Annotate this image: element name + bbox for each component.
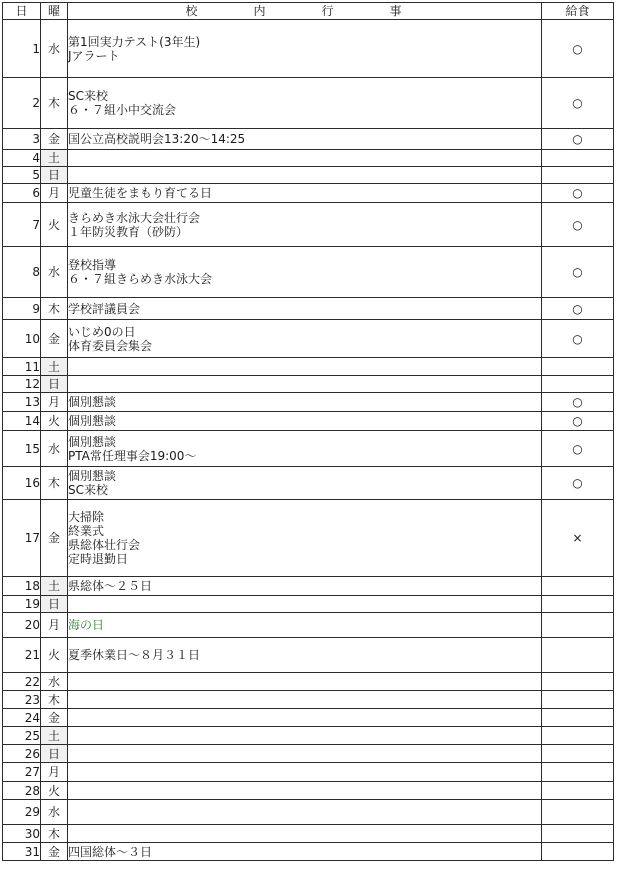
table-row	[3, 247, 614, 298]
weekday-cell: 日	[41, 167, 68, 184]
day-cell: 8	[3, 247, 41, 298]
table-row	[3, 613, 614, 638]
events-cell: 四国総体～３日	[68, 843, 542, 861]
header-events-label: 校 内 行 事	[185, 4, 424, 18]
events-cell: 個別懇談 SC来校	[68, 467, 542, 500]
events-cell: 個別懇談	[68, 412, 542, 431]
table-row	[3, 500, 614, 577]
day-cell: 19	[3, 596, 41, 613]
day-cell: 9	[3, 298, 41, 320]
table-row	[3, 782, 614, 800]
events-cell: 県総体～２５日	[68, 577, 542, 596]
header-lunch: 給食	[542, 3, 614, 20]
lunch-cell: ○	[542, 467, 614, 500]
events-cell	[68, 691, 542, 709]
table-row	[3, 412, 614, 431]
lunch-cell	[542, 577, 614, 596]
weekday-cell: 金	[41, 500, 68, 577]
weekday-cell: 金	[41, 709, 68, 727]
day-cell: 18	[3, 577, 41, 596]
weekday-cell: 火	[41, 638, 68, 673]
day-cell: 24	[3, 709, 41, 727]
table-row	[3, 709, 614, 727]
lunch-cell	[542, 638, 614, 673]
table-row	[3, 150, 614, 167]
table-row	[3, 763, 614, 782]
events-cell	[68, 727, 542, 745]
table-row	[3, 167, 614, 184]
weekday-cell: 日	[41, 745, 68, 763]
lunch-cell	[542, 727, 614, 745]
weekday-cell: 木	[41, 691, 68, 709]
lunch-cell: ○	[542, 203, 614, 247]
table-row	[3, 596, 614, 613]
table-row	[3, 376, 614, 393]
day-cell: 3	[3, 129, 41, 150]
lunch-cell	[542, 843, 614, 861]
weekday-cell: 木	[41, 298, 68, 320]
weekday-cell: 月	[41, 763, 68, 782]
day-cell: 2	[3, 78, 41, 129]
school-events-table	[2, 2, 614, 861]
lunch-cell	[542, 150, 614, 167]
events-cell: 個別懇談	[68, 393, 542, 412]
header-row	[3, 3, 614, 20]
table-row	[3, 320, 614, 358]
day-cell: 31	[3, 843, 41, 861]
table-row	[3, 20, 614, 78]
events-cell: いじめ0の日 体育委員会集会	[68, 320, 542, 358]
day-cell: 4	[3, 150, 41, 167]
header-weekday: 曜	[41, 3, 68, 20]
day-cell: 20	[3, 613, 41, 638]
table-row	[3, 577, 614, 596]
lunch-cell	[542, 673, 614, 691]
weekday-cell: 月	[41, 393, 68, 412]
events-cell: 個別懇談 PTA常任理事会19:00～	[68, 431, 542, 467]
table-row	[3, 467, 614, 500]
lunch-cell	[542, 691, 614, 709]
weekday-cell: 土	[41, 150, 68, 167]
day-cell: 10	[3, 320, 41, 358]
table-row	[3, 298, 614, 320]
events-cell	[68, 376, 542, 393]
events-cell: 夏季休業日～８月３１日	[68, 638, 542, 673]
day-cell: 1	[3, 20, 41, 78]
weekday-cell: 水	[41, 673, 68, 691]
lunch-cell: ○	[542, 412, 614, 431]
table-row	[3, 691, 614, 709]
weekday-cell: 土	[41, 577, 68, 596]
lunch-cell: ○	[542, 320, 614, 358]
lunch-cell	[542, 596, 614, 613]
day-cell: 22	[3, 673, 41, 691]
table-row	[3, 727, 614, 745]
lunch-cell: ×	[542, 500, 614, 577]
header-events	[68, 3, 542, 20]
day-cell: 16	[3, 467, 41, 500]
day-cell: 14	[3, 412, 41, 431]
events-cell	[68, 167, 542, 184]
table-row	[3, 78, 614, 129]
weekday-cell: 火	[41, 782, 68, 800]
weekday-cell: 金	[41, 320, 68, 358]
lunch-cell	[542, 376, 614, 393]
lunch-cell: ○	[542, 20, 614, 78]
events-cell: SC来校 ６・７組小中交流会	[68, 78, 542, 129]
lunch-cell	[542, 763, 614, 782]
lunch-cell: ○	[542, 393, 614, 412]
events-cell: 学校評議員会	[68, 298, 542, 320]
weekday-cell: 木	[41, 825, 68, 843]
table-row	[3, 184, 614, 203]
lunch-cell: ○	[542, 431, 614, 467]
events-cell	[68, 673, 542, 691]
weekday-cell: 水	[41, 247, 68, 298]
lunch-cell: ○	[542, 247, 614, 298]
table-row	[3, 431, 614, 467]
events-cell	[68, 825, 542, 843]
events-cell	[68, 150, 542, 167]
weekday-cell: 水	[41, 431, 68, 467]
table-row	[3, 745, 614, 763]
weekday-cell: 水	[41, 20, 68, 78]
table-row	[3, 825, 614, 843]
events-cell	[68, 709, 542, 727]
day-cell: 12	[3, 376, 41, 393]
day-cell: 28	[3, 782, 41, 800]
weekday-cell: 月	[41, 613, 68, 638]
events-cell: 海の日	[68, 613, 542, 638]
events-cell: 第1回実力テスト(3年生) Jアラート	[68, 20, 542, 78]
day-cell: 5	[3, 167, 41, 184]
day-cell: 21	[3, 638, 41, 673]
events-cell	[68, 782, 542, 800]
lunch-cell: ○	[542, 298, 614, 320]
day-cell: 30	[3, 825, 41, 843]
day-cell: 25	[3, 727, 41, 745]
events-cell: 国公立高校説明会13:20～14:25	[68, 129, 542, 150]
events-cell	[68, 800, 542, 825]
lunch-cell	[542, 745, 614, 763]
lunch-cell	[542, 358, 614, 376]
table-row	[3, 800, 614, 825]
weekday-cell: 木	[41, 78, 68, 129]
weekday-cell: 月	[41, 184, 68, 203]
weekday-cell: 日	[41, 376, 68, 393]
weekday-cell: 火	[41, 203, 68, 247]
events-cell	[68, 763, 542, 782]
lunch-cell	[542, 800, 614, 825]
day-cell: 6	[3, 184, 41, 203]
day-cell: 11	[3, 358, 41, 376]
day-cell: 13	[3, 393, 41, 412]
table-row	[3, 673, 614, 691]
weekday-cell: 土	[41, 727, 68, 745]
events-cell	[68, 596, 542, 613]
lunch-cell: ○	[542, 78, 614, 129]
weekday-cell: 日	[41, 596, 68, 613]
day-cell: 17	[3, 500, 41, 577]
weekday-cell: 水	[41, 800, 68, 825]
weekday-cell: 金	[41, 129, 68, 150]
day-cell: 7	[3, 203, 41, 247]
header-day: 日	[3, 3, 41, 20]
lunch-cell: ○	[542, 184, 614, 203]
lunch-cell: ○	[542, 129, 614, 150]
events-cell	[68, 745, 542, 763]
table-row	[3, 358, 614, 376]
table-row	[3, 393, 614, 412]
day-cell: 27	[3, 763, 41, 782]
events-cell: 大掃除 終業式 県総体壮行会 定時退勤日	[68, 500, 542, 577]
lunch-cell	[542, 167, 614, 184]
table-row	[3, 638, 614, 673]
events-cell	[68, 358, 542, 376]
events-cell: 登校指導 ６・７組きらめき水泳大会	[68, 247, 542, 298]
day-cell: 26	[3, 745, 41, 763]
table-row	[3, 129, 614, 150]
lunch-cell	[542, 709, 614, 727]
weekday-cell: 土	[41, 358, 68, 376]
lunch-cell	[542, 613, 614, 638]
lunch-cell	[542, 782, 614, 800]
weekday-cell: 火	[41, 412, 68, 431]
day-cell: 23	[3, 691, 41, 709]
events-cell: 児童生徒をまもり育てる日	[68, 184, 542, 203]
day-cell: 29	[3, 800, 41, 825]
schedule-body	[3, 20, 614, 861]
table-row	[3, 203, 614, 247]
weekday-cell: 木	[41, 467, 68, 500]
table-row	[3, 843, 614, 861]
weekday-cell: 金	[41, 843, 68, 861]
events-cell: きらめき水泳大会壮行会 １年防災教育（砂防）	[68, 203, 542, 247]
lunch-cell	[542, 825, 614, 843]
day-cell: 15	[3, 431, 41, 467]
